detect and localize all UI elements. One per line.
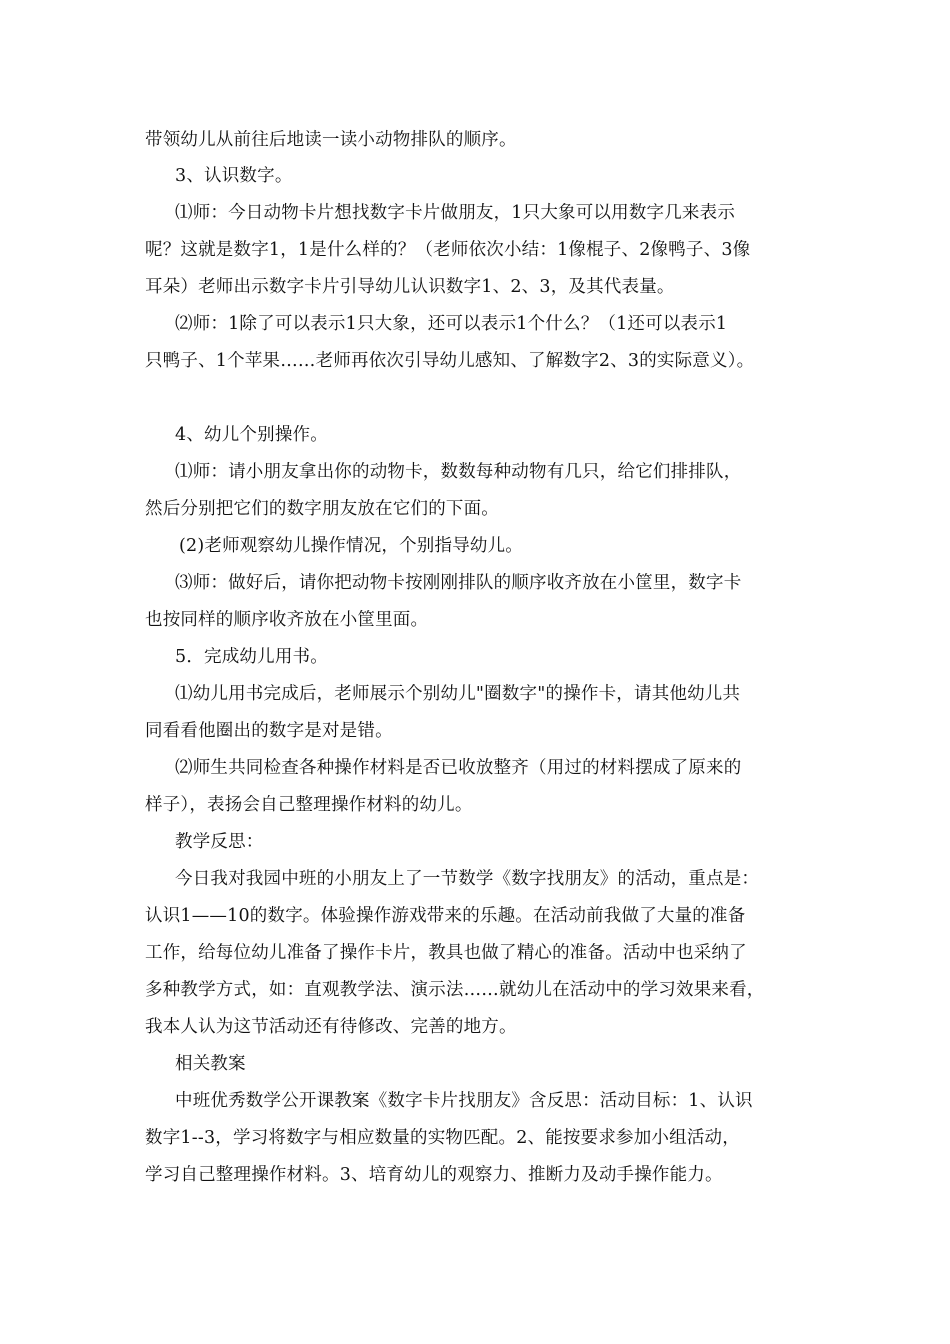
paragraph-line: 也按同样的顺序收齐放在小筐里面。 (145, 610, 429, 630)
section-heading: 教学反思： (175, 832, 264, 852)
paragraph-line: 今日我对我园中班的小朋友上了一节数学《数字找朋友》的活动，重点是： (175, 869, 760, 889)
paragraph-line: 工作，给每位幼儿准备了操作卡片，教具也做了精心的准备。活动中也采纳了 (145, 943, 747, 963)
paragraph-line: ⑵师：1除了可以表示1只大象，还可以表示1个什么？（1还可以表示1 (175, 314, 728, 334)
paragraph-line: 学习自己整理操作材料。3、培育幼儿的观察力、推断力及动手操作能力。 (145, 1165, 723, 1185)
paragraph-line: ⑵师生共同检查各种操作材料是否已收放整齐（用过的材料摆成了原来的 (175, 758, 742, 778)
paragraph-line: 呢？这就是数字1，1是什么样的？（老师依次小结：1像棍子、2像鸭子、3像 (145, 240, 751, 260)
paragraph-line: 样子），表扬会自己整理操作材料的幼儿。 (145, 795, 473, 815)
paragraph-line: ⑴师：请小朋友拿出你的动物卡，数数每种动物有几只，给它们排排队， (175, 462, 742, 482)
paragraph-line: 数字1--3，学习将数字与相应数量的实物匹配。2、能按要求参加小组活动， (145, 1128, 740, 1148)
paragraph-line: ⑶师：做好后，请你把动物卡按刚刚排队的顺序收齐放在小筐里，数字卡 (175, 573, 742, 593)
paragraph-line: 同看看他圈出的数字是对是错。 (145, 721, 393, 741)
section-heading: 3、认识数字。 (175, 166, 293, 186)
paragraph-line: 我本人认为这节活动还有待修改、完善的地方。 (145, 1017, 517, 1037)
paragraph-line: 中班优秀数学公开课教案《数字卡片找朋友》含反思：活动目标：1、认识 (175, 1091, 753, 1111)
section-heading: 相关教案 (175, 1054, 246, 1074)
paragraph-line: 耳朵）老师出示数字卡片引导幼儿认识数字1、2、3，及其代表量。 (145, 277, 675, 297)
paragraph-line: ⑴幼儿用书完成后，老师展示个别幼儿"圈数字"的操作卡，请其他幼儿共 (175, 684, 741, 704)
paragraph-line: 只鸭子、1个苹果……老师再依次引导幼儿感知、了解数字2、3的实际意义）。 (145, 351, 755, 371)
paragraph-line: 多种教学方式，如：直观教学法、演示法……就幼儿在活动中的学习效果来看， (145, 980, 765, 1000)
paragraph-line: (2)老师观察幼儿操作情况，个别指导幼儿。 (179, 536, 523, 556)
paragraph-line: 带领幼儿从前往后地读一读小动物排队的顺序。 (145, 130, 517, 150)
paragraph-line: ⑴师：今日动物卡片想找数字卡片做朋友，1只大象可以用数字几来表示 (175, 203, 736, 223)
paragraph-line: 然后分别把它们的数字朋友放在它们的下面。 (145, 499, 499, 519)
paragraph-line: 认识1——10的数字。体验操作游戏带来的乐趣。在活动前我做了大量的准备 (145, 906, 746, 926)
section-heading: 5．完成幼儿用书。 (175, 647, 328, 667)
section-heading: 4、幼儿个别操作。 (175, 425, 328, 445)
